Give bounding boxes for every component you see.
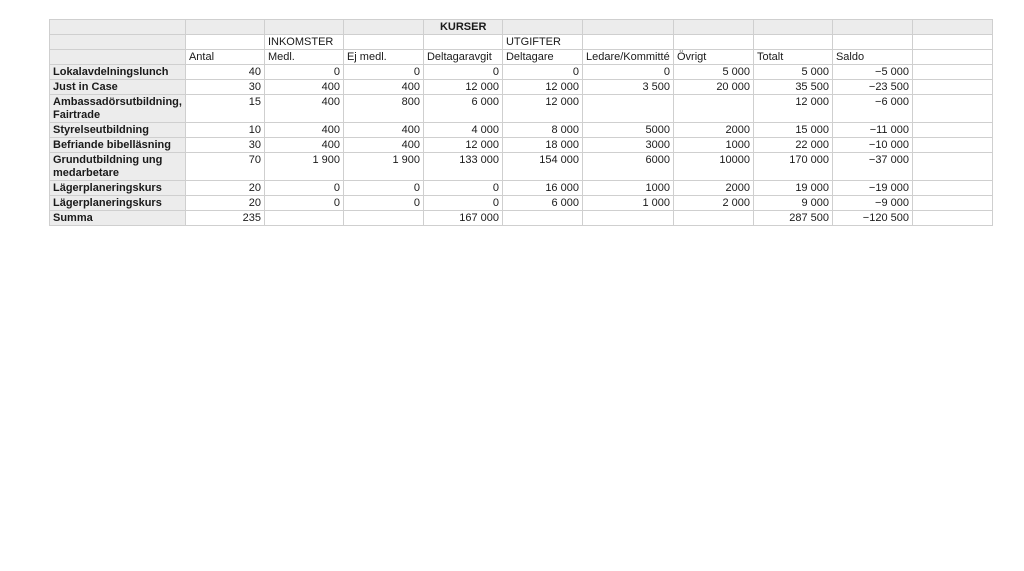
cell[interactable]: 35 500 [753, 80, 832, 95]
column-header[interactable]: Totalt [753, 50, 832, 65]
column-header[interactable]: Ledare/Kommitté [582, 50, 673, 65]
table-row [50, 95, 993, 123]
cell[interactable]: −6 000 [832, 95, 912, 123]
cell[interactable]: −5 000 [832, 65, 912, 80]
cell[interactable]: 12 000 [423, 138, 502, 153]
column-header[interactable]: Deltagaravgit [423, 50, 502, 65]
table-row [50, 153, 993, 181]
column-header[interactable]: Deltagare [502, 50, 582, 65]
cell[interactable]: 0 [343, 181, 423, 196]
table-row [50, 196, 993, 211]
cell[interactable]: 6 000 [502, 196, 582, 211]
cell[interactable]: 16 000 [502, 181, 582, 196]
cell[interactable]: 15 [185, 95, 264, 123]
cell[interactable]: −23 500 [832, 80, 912, 95]
cell[interactable]: 30 [185, 138, 264, 153]
column-header[interactable]: Ej medl. [343, 50, 423, 65]
cell[interactable]: 400 [343, 80, 423, 95]
cell[interactable]: 287 500 [753, 211, 832, 226]
table-row [50, 65, 993, 80]
cell[interactable]: 12 000 [753, 95, 832, 123]
cell[interactable]: 154 000 [502, 153, 582, 181]
cell[interactable]: 15 000 [753, 123, 832, 138]
cell[interactable] [673, 211, 753, 226]
cell[interactable]: 0 [264, 65, 343, 80]
cell[interactable]: −37 000 [832, 153, 912, 181]
cell[interactable]: 400 [264, 138, 343, 153]
income-group-label[interactable]: INKOMSTER [264, 35, 343, 50]
cell[interactable]: 12 000 [423, 80, 502, 95]
cell[interactable]: 133 000 [423, 153, 502, 181]
cell[interactable]: 3 500 [582, 80, 673, 95]
row-label[interactable]: Styrelseutbildning [50, 123, 186, 138]
cell[interactable]: 40 [185, 65, 264, 80]
row-label[interactable]: Befriande bibelläsning [50, 138, 186, 153]
header-row [50, 50, 993, 65]
table-row [50, 80, 993, 95]
table-row [50, 181, 993, 196]
cell[interactable]: −10 000 [832, 138, 912, 153]
cell[interactable]: 400 [343, 138, 423, 153]
cell[interactable]: 4 000 [423, 123, 502, 138]
cell[interactable]: 0 [264, 181, 343, 196]
cell[interactable]: 1 000 [582, 196, 673, 211]
corner-cell[interactable] [50, 20, 186, 35]
cell[interactable]: 0 [423, 65, 502, 80]
cell[interactable] [582, 211, 673, 226]
cell[interactable]: 1 900 [264, 153, 343, 181]
cell[interactable]: 235 [185, 211, 264, 226]
cell[interactable]: 0 [264, 196, 343, 211]
cell[interactable]: 400 [264, 123, 343, 138]
cell[interactable]: 5 000 [753, 65, 832, 80]
cell[interactable]: 0 [582, 65, 673, 80]
sheet-title[interactable]: KURSER [423, 20, 502, 35]
row-label[interactable]: Ambassadörsutbildning, Fairtrade [50, 95, 186, 123]
cell[interactable]: 0 [343, 196, 423, 211]
spreadsheet-table [49, 19, 993, 226]
cell[interactable]: 8 000 [502, 123, 582, 138]
cell[interactable]: 400 [264, 95, 343, 123]
cell[interactable]: 9 000 [753, 196, 832, 211]
column-header[interactable]: Medl. [264, 50, 343, 65]
cell[interactable]: 12 000 [502, 95, 582, 123]
cell[interactable]: −9 000 [832, 196, 912, 211]
cell[interactable]: 19 000 [753, 181, 832, 196]
cell[interactable]: 0 [423, 181, 502, 196]
summa-row [50, 211, 993, 226]
row-label[interactable]: Just in Case [50, 80, 186, 95]
summa-label[interactable]: Summa [50, 211, 186, 226]
cell[interactable]: 1 900 [343, 153, 423, 181]
cell[interactable]: 2 000 [673, 196, 753, 211]
row-label[interactable]: Lokalavdelningslunch [50, 65, 186, 80]
cell[interactable]: 6 000 [423, 95, 502, 123]
cell[interactable]: 0 [343, 65, 423, 80]
cell[interactable]: 400 [343, 123, 423, 138]
cell[interactable]: 18 000 [502, 138, 582, 153]
cell[interactable]: 20 [185, 181, 264, 196]
cell[interactable]: 1000 [582, 181, 673, 196]
table-row [50, 138, 993, 153]
cell[interactable]: 170 000 [753, 153, 832, 181]
cell[interactable]: 5 000 [673, 65, 753, 80]
cell[interactable] [673, 95, 753, 123]
cell[interactable]: 6000 [582, 153, 673, 181]
cell[interactable]: 70 [185, 153, 264, 181]
cell[interactable]: 22 000 [753, 138, 832, 153]
cell[interactable]: 0 [423, 196, 502, 211]
row-label[interactable]: Lägerplaneringskurs [50, 196, 186, 211]
cell[interactable]: 800 [343, 95, 423, 123]
column-header[interactable]: Övrigt [673, 50, 753, 65]
cell[interactable]: 1000 [673, 138, 753, 153]
row-label[interactable]: Grundutbildning ung medarbetare [50, 153, 186, 181]
cell[interactable]: 2000 [673, 123, 753, 138]
cell[interactable] [343, 211, 423, 226]
cell[interactable]: 12 000 [502, 80, 582, 95]
cell[interactable]: 10 [185, 123, 264, 138]
cell[interactable]: 400 [264, 80, 343, 95]
cell[interactable]: −19 000 [832, 181, 912, 196]
cell[interactable]: −120 500 [832, 211, 912, 226]
row-label[interactable]: Lägerplaneringskurs [50, 181, 186, 196]
title-row [50, 20, 993, 35]
cell[interactable] [582, 95, 673, 123]
cell[interactable] [264, 211, 343, 226]
cell[interactable]: 20 [185, 196, 264, 211]
cell[interactable]: 20 000 [673, 80, 753, 95]
group-row [50, 35, 993, 50]
table-row [50, 123, 993, 138]
cell[interactable]: 3000 [582, 138, 673, 153]
cell[interactable]: 2000 [673, 181, 753, 196]
column-header[interactable]: Saldo [832, 50, 912, 65]
cell[interactable]: 167 000 [423, 211, 502, 226]
cell[interactable]: 0 [502, 65, 582, 80]
cell[interactable]: 10000 [673, 153, 753, 181]
column-header[interactable]: Antal [185, 50, 264, 65]
expenses-group-label[interactable]: UTGIFTER [502, 35, 582, 50]
cell[interactable]: −11 000 [832, 123, 912, 138]
cell[interactable]: 30 [185, 80, 264, 95]
cell[interactable] [502, 211, 582, 226]
cell[interactable]: 5000 [582, 123, 673, 138]
